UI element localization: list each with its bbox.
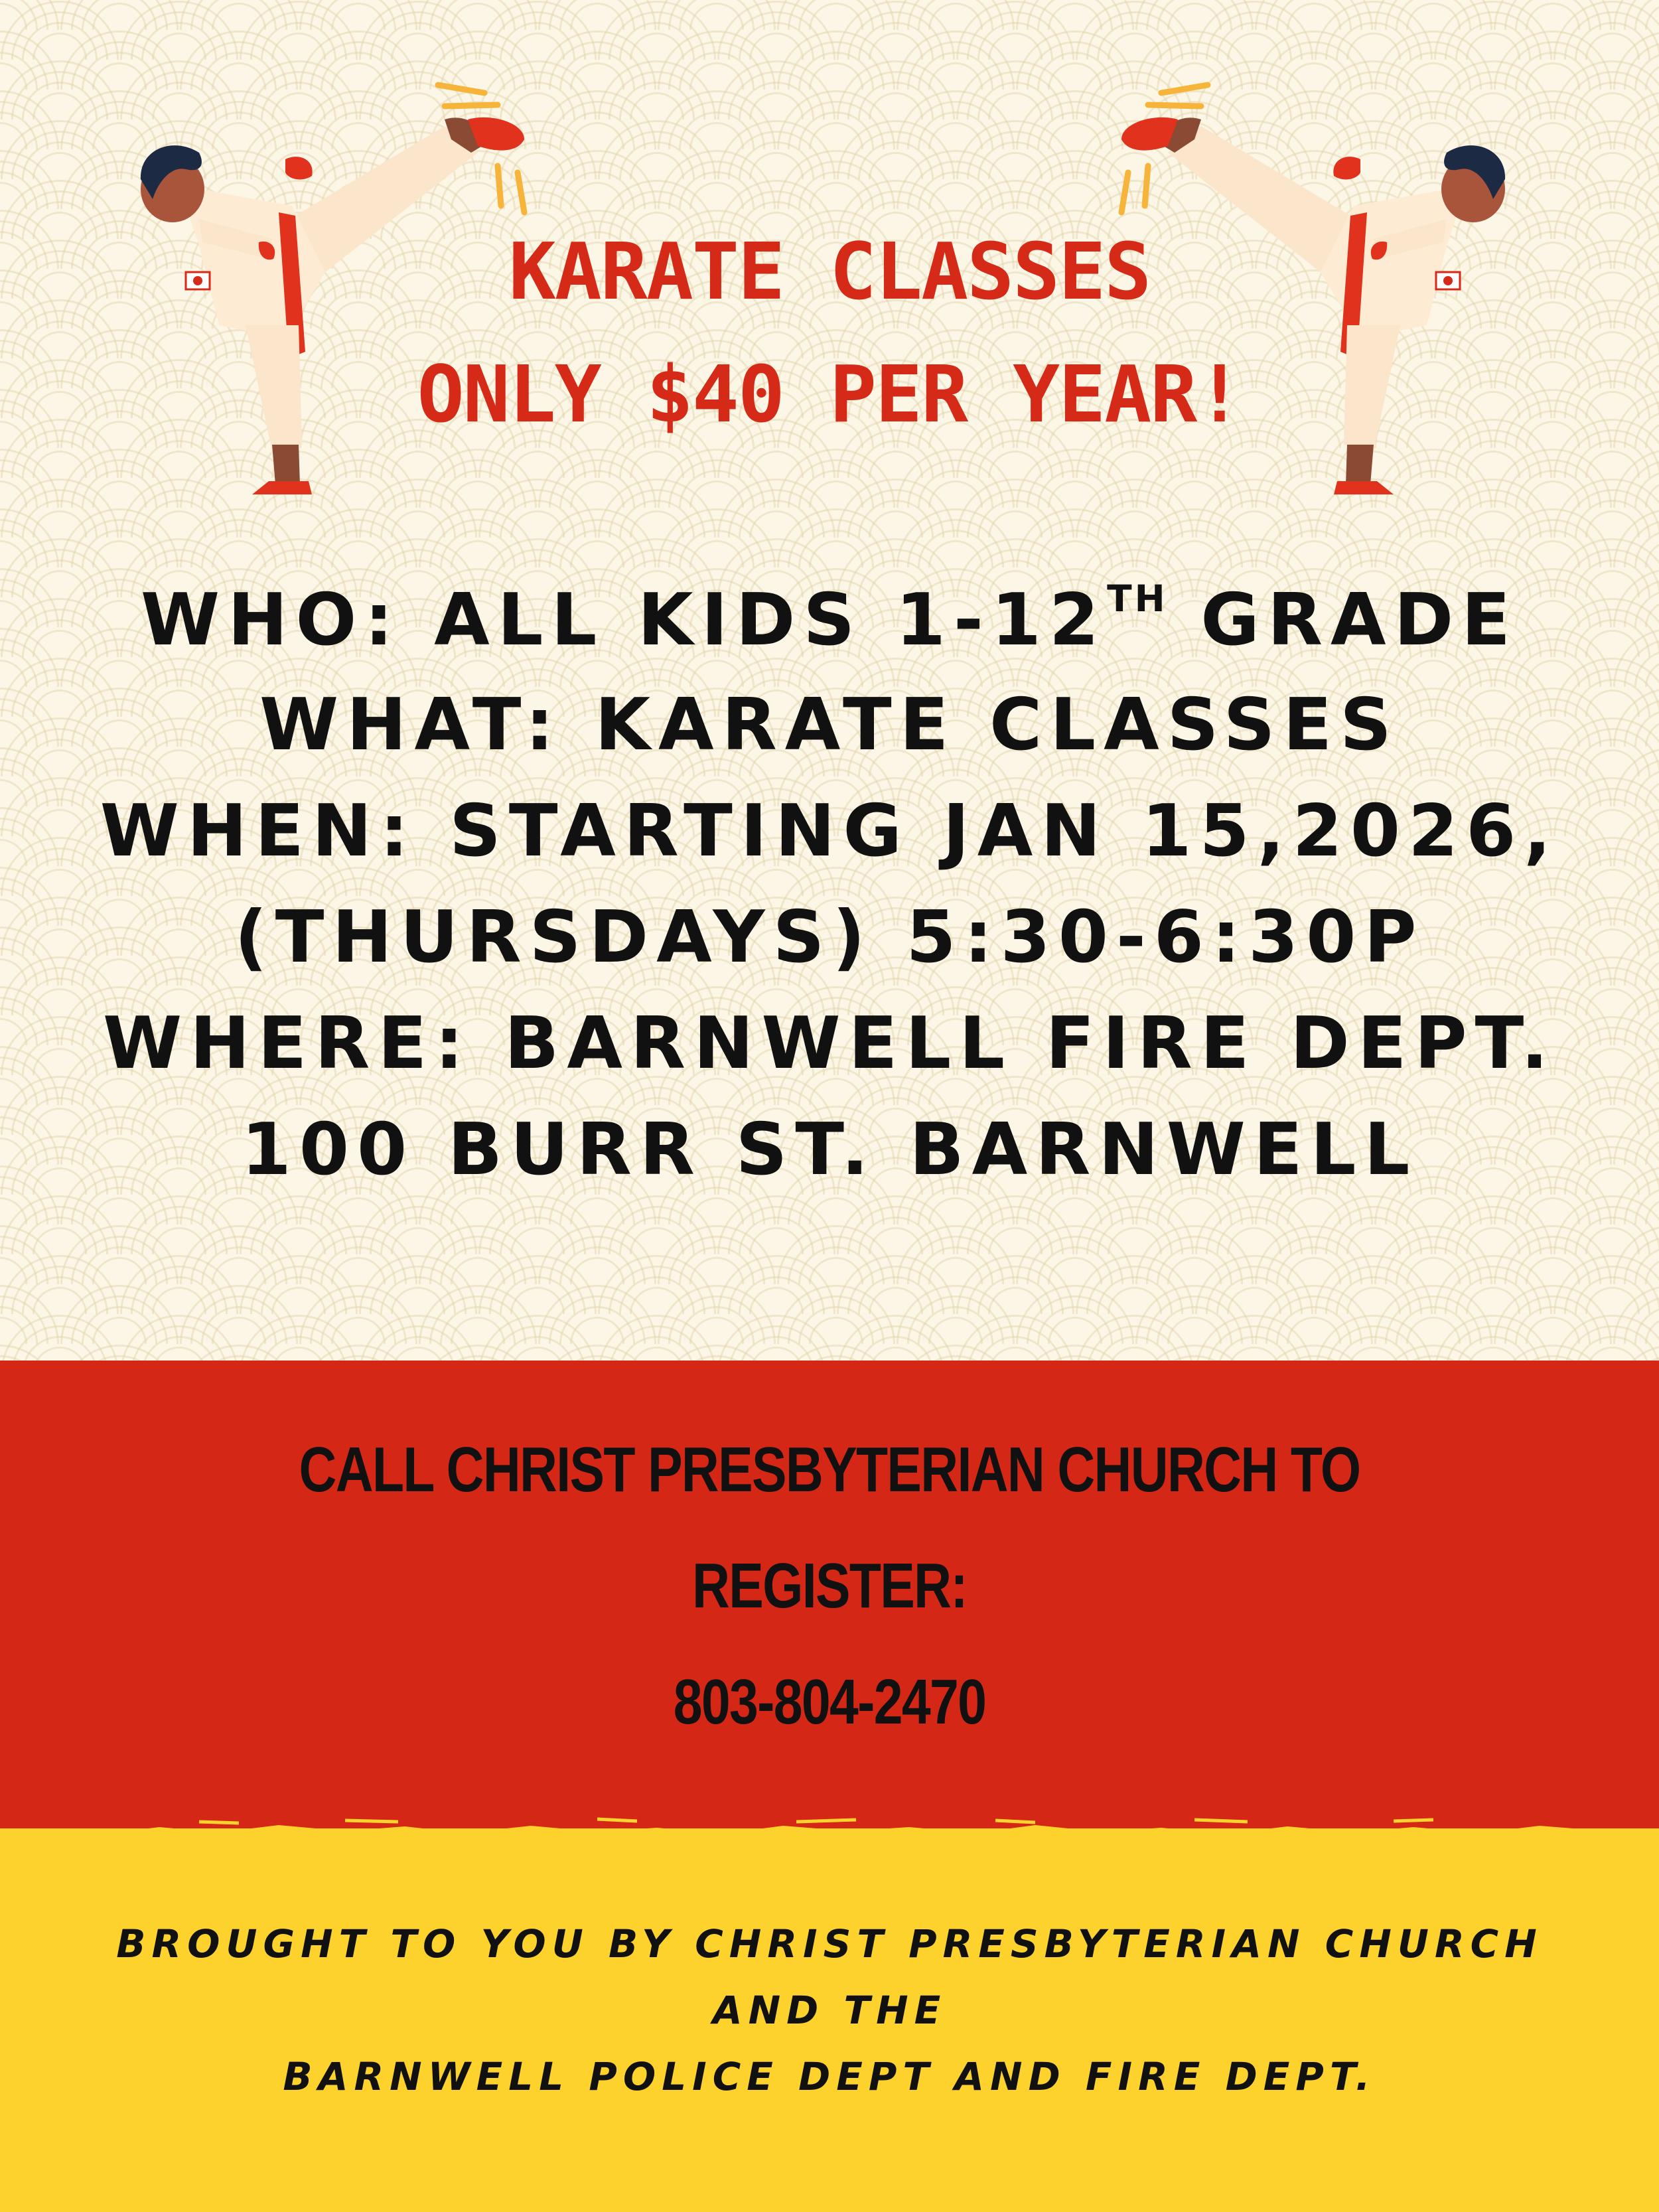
register-call-text: CALL CHRIST PRESBYTERIAN CHURCH TO <box>299 1434 1360 1505</box>
who-text: WHO: ALL KIDS 1-12 <box>140 579 1108 662</box>
register-phone-number: 803-804-2470 <box>673 1666 986 1737</box>
title-karate-classes: KARATE CLASSES <box>508 226 1151 317</box>
sponsor-line-1: BROUGHT TO YOU BY CHRIST PRESBYTERIAN CHURCH <box>116 1921 1543 1966</box>
register-label: REGISTER: <box>692 1550 967 1621</box>
who-grade-text: GRADE <box>1167 579 1519 662</box>
address-line: 100 BURR ST. BARNWELL <box>241 1108 1418 1191</box>
where-line: WHERE: BARNWELL FIRE DEPT. <box>103 1002 1556 1085</box>
sponsor-line-3: BARNWELL POLICE DEPT AND FIRE DEPT. <box>283 2054 1376 2099</box>
price-line: ONLY $40 PER YEAR! <box>417 348 1242 440</box>
when-time-line: (THURSDAYS) 5:30-6:30P <box>234 896 1425 979</box>
when-line: WHEN: STARTING JAN 15,2026, <box>100 790 1559 873</box>
sponsor-line-2: AND THE <box>712 1988 947 2033</box>
grade-ordinal-suffix: TH <box>1107 577 1168 620</box>
what-line: WHAT: KARATE CLASSES <box>259 684 1400 767</box>
torn-paper-edge <box>0 1802 1659 1848</box>
who-line <box>0 577 1659 662</box>
